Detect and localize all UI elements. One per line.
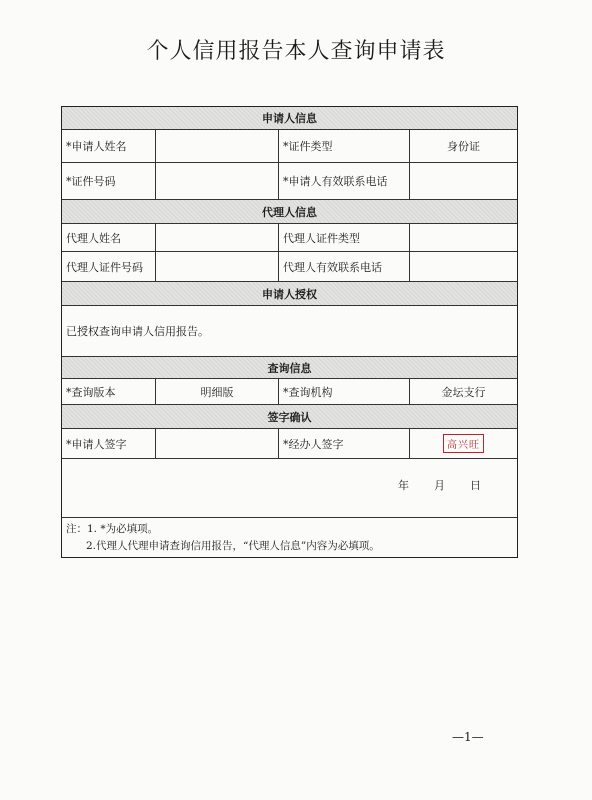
handler-signature-label: *经办人签字 (278, 429, 409, 458)
row-agent-id (62, 252, 517, 282)
query-institution-value[interactable]: 金坛支行 (409, 379, 517, 404)
id-number-field[interactable] (155, 163, 278, 199)
query-version-value[interactable]: 明细版 (155, 379, 278, 404)
row-authorization (62, 306, 517, 357)
applicant-signature-field[interactable] (155, 429, 278, 458)
date-day: 日 (470, 479, 481, 492)
date-year: 年 (398, 479, 409, 492)
notes (66, 521, 380, 555)
row-applicant-name (62, 130, 517, 163)
row-query (62, 379, 517, 405)
agent-id-type-label: 代理人证件类型 (278, 224, 409, 251)
section-authorization: 申请人授权 (62, 282, 517, 306)
query-institution-label: *查询机构 (278, 379, 409, 404)
form-title: 个人信用报告本人查询申请表 (146, 39, 446, 64)
handler-signature-field[interactable] (409, 429, 517, 458)
applicant-phone-field[interactable] (409, 163, 517, 199)
applicant-name-field[interactable] (155, 130, 278, 162)
agent-name-field[interactable] (155, 224, 278, 251)
applicant-name-label: *申请人姓名 (66, 140, 127, 153)
query-version-label: *查询版本 (66, 385, 116, 399)
section-signature: 签字确认 (62, 405, 517, 429)
agent-phone-field[interactable] (409, 252, 517, 281)
row-signature (62, 429, 517, 459)
row-agent-name (62, 224, 517, 252)
agent-id-type-field[interactable] (409, 224, 517, 251)
note-2: 2.代理人代理申请查询信用报告，“代理人信息”内容为必填项。 (86, 540, 380, 552)
agent-id-number-label: 代理人证件号码 (66, 260, 143, 274)
applicant-signature-label: *申请人签字 (66, 437, 127, 451)
id-type-label: *证件类型 (278, 130, 409, 162)
id-number-label: *证件号码 (66, 175, 116, 188)
date-line (398, 477, 481, 493)
authorization-text: 已授权查询申请人信用报告。 (66, 325, 209, 338)
handler-stamp: 高兴旺 (443, 434, 484, 453)
applicant-phone-label: *申请人有效联系电话 (278, 163, 409, 199)
id-type-value[interactable]: 身份证 (409, 130, 517, 162)
date-month: 月 (434, 479, 445, 492)
agent-id-number-field[interactable] (155, 252, 278, 281)
application-form (61, 106, 518, 558)
note-1: 注：1. *为必填项。 (66, 523, 159, 535)
row-applicant-id (62, 163, 517, 200)
agent-name-label: 代理人姓名 (66, 231, 121, 245)
page-number: —1— (452, 730, 484, 744)
section-applicant-info: 申请人信息 (62, 107, 517, 130)
section-query-info: 查询信息 (62, 357, 517, 379)
agent-phone-label: 代理人有效联系电话 (278, 252, 409, 281)
section-agent-info: 代理人信息 (62, 200, 517, 224)
